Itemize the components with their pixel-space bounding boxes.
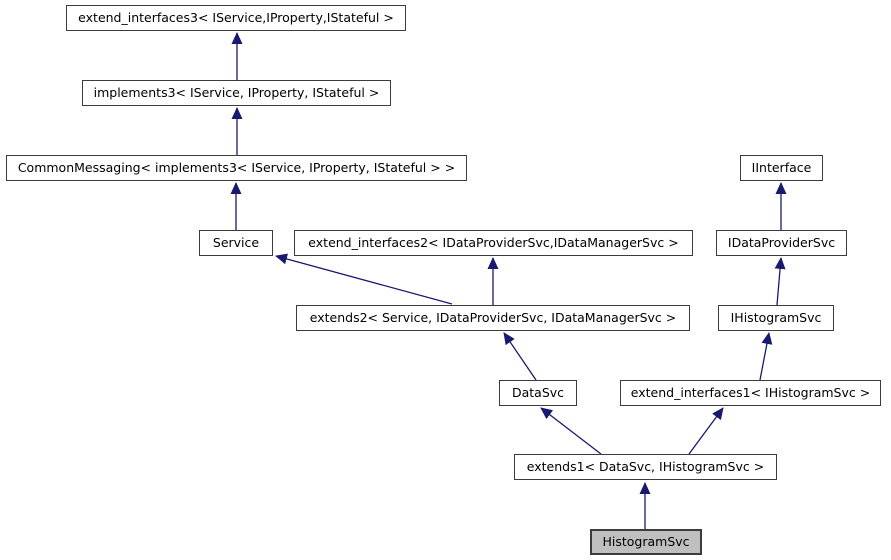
- node-extend-interfaces3[interactable]: extend_interfaces3< IService,IProperty,IStateful >: [66, 5, 406, 31]
- edge-extends1-to-extend_interfaces1: [689, 408, 723, 454]
- node-extends2[interactable]: extends2< Service, IDataProviderSvc, IDataManagerSvc >: [296, 305, 690, 331]
- node-idataprovidersvc[interactable]: IDataProviderSvc: [716, 230, 847, 256]
- node-iinterface[interactable]: IInterface: [740, 155, 823, 181]
- edge-extend_interfaces1-to-ihistogram_svc: [760, 333, 769, 380]
- node-datasvc[interactable]: DataSvc: [499, 380, 577, 406]
- node-extends1[interactable]: extends1< DataSvc, IHistogramSvc >: [514, 454, 777, 480]
- edge-extends2-to-service: [276, 256, 452, 304]
- node-extend-interfaces2[interactable]: extend_interfaces2< IDataProviderSvc,IDataManagerSvc >: [294, 230, 693, 256]
- edge-extends1-to-data_svc: [541, 408, 601, 454]
- node-common-messaging[interactable]: CommonMessaging< implements3< IService, IProperty, IStateful > >: [6, 155, 467, 181]
- edge-data_svc-to-extends2: [504, 333, 536, 380]
- edge-ihistogram_svc-to-idata_provider_svc: [777, 258, 781, 305]
- node-ihistogramsvc[interactable]: IHistogramSvc: [718, 305, 834, 331]
- node-histogramsvc-current: HistogramSvc: [590, 529, 702, 555]
- node-service[interactable]: Service: [199, 230, 273, 256]
- node-extend-interfaces1[interactable]: extend_interfaces1< IHistogramSvc >: [620, 380, 881, 406]
- node-implements3[interactable]: implements3< IService, IProperty, IStateful >: [82, 80, 391, 106]
